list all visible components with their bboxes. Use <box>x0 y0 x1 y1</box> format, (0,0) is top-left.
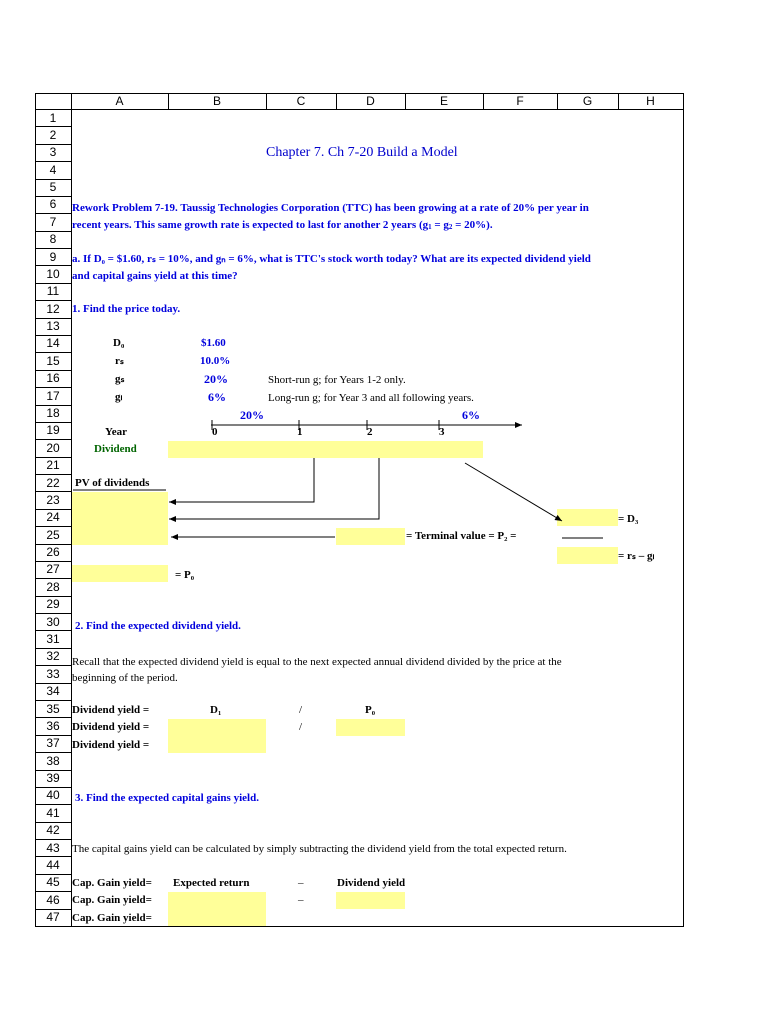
d0-value[interactable]: $1.60 <box>201 337 226 349</box>
row-header-22[interactable]: 22 <box>46 476 60 490</box>
row-header-6[interactable]: 6 <box>49 197 57 211</box>
row-header-35[interactable]: 35 <box>46 702 60 716</box>
row-header-10[interactable]: 10 <box>46 267 60 281</box>
row-header-46[interactable]: 46 <box>46 893 60 907</box>
row-header-37[interactable]: 37 <box>46 736 60 750</box>
row-header-11[interactable]: 11 <box>46 284 60 298</box>
col-header-c[interactable]: C <box>296 94 306 108</box>
row-header-38[interactable]: 38 <box>46 754 60 768</box>
expected-return-label: Expected return <box>173 877 250 889</box>
row-header-21[interactable]: 21 <box>46 458 60 472</box>
timeline-arrows <box>35 93 684 927</box>
col-header-g[interactable]: G <box>582 94 593 108</box>
row-header-28[interactable]: 28 <box>46 580 60 594</box>
minus-2: – <box>298 894 304 906</box>
row-header-27[interactable]: 27 <box>46 562 60 576</box>
d1-label: D₁ <box>210 704 222 716</box>
row-header-31[interactable]: 31 <box>46 632 60 646</box>
row-header-13[interactable]: 13 <box>46 319 60 333</box>
col-header-f[interactable]: F <box>516 94 524 108</box>
row-header-8[interactable]: 8 <box>49 232 57 246</box>
row-header-39[interactable]: 39 <box>46 771 60 785</box>
page-title: Chapter 7. Ch 7-20 Build a Model <box>266 145 458 160</box>
col-header-h[interactable]: H <box>646 94 655 108</box>
row-header-23[interactable]: 23 <box>46 493 60 507</box>
gl-note: Long-run g; for Year 3 and all following years. <box>268 392 474 404</box>
row-header-47[interactable]: 47 <box>46 910 60 924</box>
row-header-1[interactable]: 1 <box>49 111 57 125</box>
col-header-e[interactable]: E <box>439 94 448 108</box>
row-header-26[interactable]: 26 <box>46 545 60 559</box>
section-2-heading: 2. Find the expected dividend yield. <box>75 620 241 632</box>
row-header-16[interactable]: 16 <box>46 371 60 385</box>
div-yield-label-1: Dividend yield = <box>72 704 150 716</box>
row-header-15[interactable]: 15 <box>46 354 60 368</box>
row-header-17[interactable]: 17 <box>46 389 60 403</box>
cap-gain-label-1: Cap. Gain yield= <box>72 877 152 889</box>
row-header-33[interactable]: 33 <box>46 667 60 681</box>
col-header-a[interactable]: A <box>115 94 124 108</box>
slash-1: / <box>299 704 303 716</box>
p0-short-label: P₀ <box>365 704 376 716</box>
cap-gain-label-2: Cap. Gain yield= <box>72 894 152 906</box>
rs-value[interactable]: 10.0% <box>200 355 231 367</box>
row-header-4[interactable]: 4 <box>49 163 57 177</box>
div-yield-label-3: Dividend yield = <box>72 739 150 751</box>
row-header-36[interactable]: 36 <box>46 719 60 733</box>
col-header-b[interactable]: B <box>212 94 221 108</box>
year-1: 1 <box>297 426 303 438</box>
row-header-43[interactable]: 43 <box>46 841 60 855</box>
recall-line-2: beginning of the period. <box>72 672 178 684</box>
row-header-34[interactable]: 34 <box>46 684 60 698</box>
row-header-7[interactable]: 7 <box>49 215 57 229</box>
row-header-24[interactable]: 24 <box>46 510 60 524</box>
intro-line-1: Rework Problem 7-19. Taussig Technologies Corporation (TTC) has been growing at a rate of 20% per year in <box>72 202 589 214</box>
year-0: 0 <box>212 426 218 438</box>
row-header-40[interactable]: 40 <box>46 788 60 802</box>
row-header-5[interactable]: 5 <box>49 180 57 194</box>
year-3: 3 <box>439 426 445 438</box>
row-header-18[interactable]: 18 <box>46 406 60 420</box>
gs-label: gₛ <box>115 373 125 385</box>
row-header-42[interactable]: 42 <box>46 823 60 837</box>
dividend-yield-label: Dividend yield <box>337 877 406 889</box>
slash-2: / <box>299 721 303 733</box>
row-header-30[interactable]: 30 <box>46 615 60 629</box>
div-yield-label-2: Dividend yield = <box>72 721 150 733</box>
row-header-25[interactable]: 25 <box>46 528 60 542</box>
row-header-19[interactable]: 19 <box>46 423 60 437</box>
terminal-value-label: = Terminal value = P₂ = <box>406 530 517 542</box>
row-header-2[interactable]: 2 <box>49 128 57 142</box>
recall-line-1: Recall that the expected dividend yield is equal to the next expected annual dividend divided by the price at the <box>72 656 562 668</box>
minus-1: – <box>298 877 304 889</box>
row-header-3[interactable]: 3 <box>49 145 57 159</box>
dividend-label: Dividend <box>94 443 137 455</box>
d0-label: D₀ <box>113 337 125 349</box>
intro-line-2: recent years. This same growth rate is expected to last for another 2 years (g1 = g2 = 20%). <box>72 219 493 231</box>
gs-note: Short-run g; for Years 1-2 only. <box>268 374 406 386</box>
rs-label: rₛ <box>115 355 124 367</box>
pv-dividends-label: PV of dividends <box>75 477 150 489</box>
p0-label: = P₀ <box>175 569 195 581</box>
row-header-29[interactable]: 29 <box>46 597 60 611</box>
cap-gain-label-3: Cap. Gain yield= <box>72 912 152 924</box>
row-header-41[interactable]: 41 <box>46 806 60 820</box>
spreadsheet <box>35 93 684 927</box>
row-header-14[interactable]: 14 <box>46 336 60 350</box>
row-header-32[interactable]: 32 <box>46 649 60 663</box>
d3-label: = D₃ <box>618 513 639 525</box>
growth-long-label: 6% <box>462 408 480 422</box>
row-header-44[interactable]: 44 <box>46 858 60 872</box>
row-header-12[interactable]: 12 <box>46 302 60 316</box>
gl-label: gₗ <box>115 391 123 403</box>
cap-gain-explanation: The capital gains yield can be calculated by simply subtracting the dividend yield from the total expected return. <box>72 843 567 855</box>
question-a-line-2: and capital gains yield at this time? <box>72 270 238 282</box>
year-2: 2 <box>367 426 373 438</box>
growth-short-label: 20% <box>240 408 264 422</box>
col-header-d[interactable]: D <box>366 94 375 108</box>
gl-value[interactable]: 6% <box>208 390 226 404</box>
denominator-label: = rₛ – gₗ <box>618 550 655 562</box>
year-label: Year <box>105 426 127 438</box>
row-header-45[interactable]: 45 <box>46 875 60 889</box>
row-header-9[interactable]: 9 <box>49 250 57 264</box>
question-a-line-1: a. If D₀ = $1.60, rₛ = 10%, and gₙ = 6%, what is TTC's stock worth today? What are its expected dividend yield <box>72 253 591 265</box>
gs-value[interactable]: 20% <box>204 372 228 386</box>
section-1-heading: 1. Find the price today. <box>72 303 181 315</box>
row-header-20[interactable]: 20 <box>46 441 60 455</box>
section-3-heading: 3. Find the expected capital gains yield. <box>75 792 259 804</box>
